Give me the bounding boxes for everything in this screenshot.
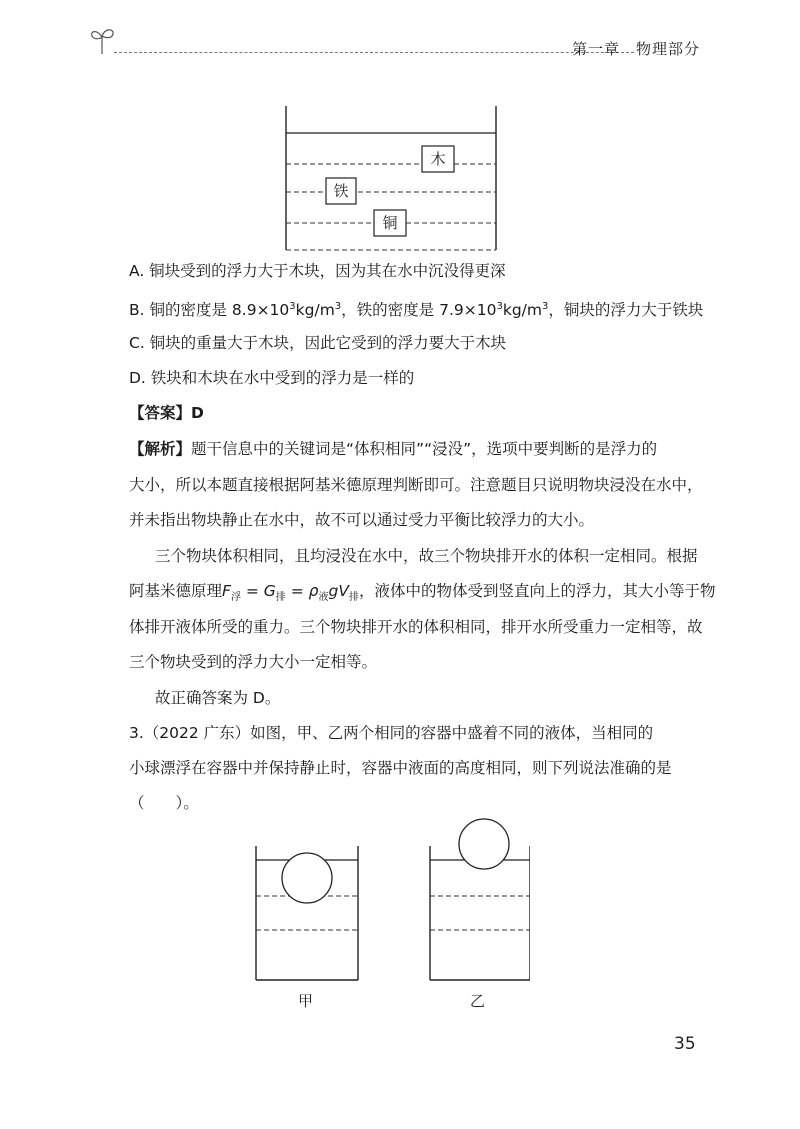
analysis-para2-line-4: 三个物块受到的浮力大小一定相等。 — [129, 653, 378, 671]
option-b — [129, 296, 703, 321]
option-a: A. 铜块受到的浮力大于木块，因为其在水中沉没得更深 — [129, 262, 506, 280]
question3-line-1: 3.（2022 广东）如图，甲、乙两个相同的容器中盛着不同的液体，当相同的 — [129, 724, 654, 742]
formula-eq2: = — [285, 582, 309, 600]
page-number: 35 — [674, 1034, 696, 1054]
jia-ball — [282, 853, 332, 903]
answer-value: D — [191, 404, 204, 422]
analysis-line-1 — [129, 438, 657, 460]
option-d: D. 铁块和木块在水中受到的浮力是一样的 — [129, 369, 415, 387]
analysis-line-3: 并未指出物块静止在水中，故不可以通过受力平衡比较浮力的大小。 — [129, 511, 595, 529]
iron-block — [326, 178, 356, 204]
option-b-unitexp1: 3 — [334, 301, 342, 312]
wood-block-label: 木 — [430, 150, 446, 168]
formula-V-sub: 排 — [348, 592, 359, 604]
analysis-tag: 【解析】 — [129, 440, 192, 458]
container-jia — [256, 846, 358, 980]
answer-line — [129, 402, 204, 424]
option-b-exp2: 3 — [496, 301, 503, 312]
copper-block — [374, 210, 406, 236]
analysis-para2-line-3: 体排开液体所受的重力。三个物块排开水的体积相同，排开水所受重力一定相等，故 — [129, 618, 703, 636]
caption-jia: 甲 — [298, 992, 314, 1010]
option-b-mid2: ，铁的密度是 7.9×10 — [341, 301, 497, 320]
wood-block — [422, 146, 454, 172]
analysis-text-1: 题干信息中的关键词是“体积相同”“浸没”，选项中要判断的是浮力的 — [191, 440, 658, 458]
formula-gV: gV — [328, 582, 349, 600]
chapter-title: 第一章 物理部分 — [571, 40, 700, 58]
header-dashed-rule — [114, 52, 634, 53]
formula-F-sub: 浮 — [230, 592, 241, 604]
formula-G-sub: 排 — [275, 592, 286, 604]
analysis-conclusion: 故正确答案为 D。 — [155, 689, 281, 707]
formula-eq1: = — [240, 582, 264, 600]
iron-block-label: 铁 — [333, 182, 349, 200]
answer-tag: 【答案】 — [129, 404, 192, 422]
formula-post: ，液体中的物体受到竖直向上的浮力，其大小等于物 — [358, 582, 716, 600]
option-b-exp1: 3 — [289, 301, 296, 312]
formula-rho-sub: 液 — [318, 592, 329, 604]
formula-G: G — [263, 582, 276, 600]
copper-block-label: 铜 — [382, 214, 398, 232]
analysis-para2-line-2 — [129, 580, 715, 609]
question3-line-2: 小球漂浮在容器中并保持静止时，容器中液面的高度相同，则下列说法准确的是 — [129, 759, 672, 777]
container-yi — [430, 819, 530, 980]
option-b-post: ，铜块的浮力大于铁块 — [548, 301, 704, 320]
option-b-pre: B. 铜的密度是 8.9×10 — [129, 301, 290, 320]
figure-floating-balls — [240, 812, 530, 988]
page-header — [88, 22, 700, 62]
analysis-line-2: 大小，所以本题直接根据阿基米德原理判断即可。注意题目只说明物块浸没在水中， — [129, 476, 703, 494]
formula-rho: ρ — [308, 582, 319, 600]
formula-F: F — [222, 582, 231, 600]
option-c: C. 铜块的重量大于木块，因此它受到的浮力要大于木块 — [129, 334, 507, 352]
question3-line-3: （ ）。 — [129, 794, 199, 812]
analysis-para2-line-1: 三个物块体积相同，且均浸没在水中，故三个物块排开水的体积一定相同。根据 — [155, 547, 698, 565]
caption-yi: 乙 — [470, 992, 486, 1010]
option-b-mid1: kg/m — [295, 301, 335, 320]
formula-pre: 阿基米德原理 — [129, 582, 223, 600]
option-b-mid3: kg/m — [502, 301, 542, 320]
option-b-unitexp2: 3 — [541, 301, 549, 312]
figure-blocks-in-water — [278, 98, 504, 258]
yi-ball — [459, 819, 509, 869]
